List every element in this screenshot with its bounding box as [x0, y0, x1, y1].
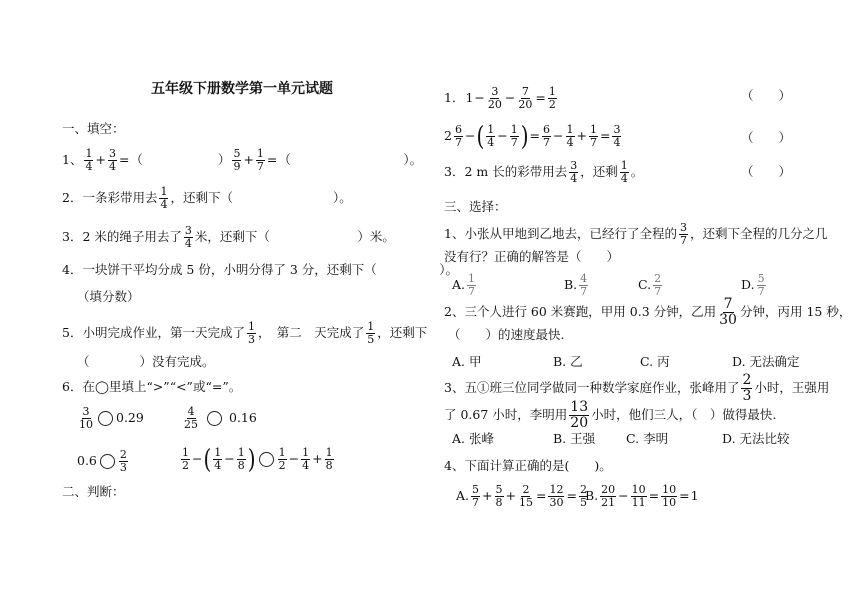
- fraction: $\frac{1}{4}$: [620, 159, 628, 185]
- fraction: $\frac{6}{7}$: [454, 123, 462, 149]
- fraction: $\frac{4}{7}$: [580, 272, 588, 298]
- minus-sign: −: [288, 450, 300, 466]
- minus-sign: −: [504, 89, 516, 105]
- fraction: $\frac{1}{2}$: [548, 85, 556, 111]
- q5-text-end: ，还剩下: [377, 324, 428, 340]
- judge-1-answer[interactable]: （ ）: [741, 88, 792, 103]
- c4-option-b[interactable]: [585, 484, 699, 508]
- fraction: $\frac{1}{3}$: [247, 320, 255, 346]
- c2-option-d[interactable]: D. 无法确定: [732, 354, 800, 369]
- equals-sign: =: [529, 127, 541, 143]
- section-choice: 三、选择：: [444, 199, 507, 214]
- c1-line2: 没有行？正确的解答是（ ）: [444, 249, 620, 264]
- option-label: A.: [456, 487, 470, 503]
- question-3: [62, 225, 395, 249]
- equals-sign: =: [535, 487, 547, 503]
- fraction: $\frac{6}{7}$: [543, 123, 551, 149]
- c3-option-c[interactable]: C. 李明: [626, 431, 669, 446]
- fraction: $\frac{3}{10}$: [79, 405, 93, 431]
- q3-text: 3．2 米的绳子用去了: [62, 228, 182, 244]
- compare-circle[interactable]: [259, 452, 274, 467]
- fraction: $\frac{3}{4}$: [108, 147, 116, 173]
- fraction: $\frac{5}{7}$: [472, 483, 480, 509]
- fraction: $\frac{10}{10}$: [662, 483, 677, 509]
- j1-label: 1．: [444, 89, 465, 105]
- equals-sign: =: [266, 151, 278, 167]
- compare-4: [180, 443, 335, 475]
- c3-text-end: 小时，王强用: [754, 379, 830, 395]
- c3-option-a[interactable]: A. 张峰: [452, 431, 494, 446]
- left-paren: (: [476, 120, 485, 152]
- question-4: 4．一块饼干平均分成 5 份，小明分得了 3 分，还剩下（ ）。: [62, 262, 459, 277]
- fraction: $\frac{1}{8}$: [237, 446, 245, 472]
- compare-circle[interactable]: [100, 454, 115, 469]
- number: 2: [444, 127, 452, 143]
- fraction: $\frac{13}{20}$: [570, 399, 589, 431]
- fraction: $\frac{5}{7}$: [757, 272, 765, 298]
- q3-blank-text: 米，还剩下（ ）米。: [194, 228, 395, 244]
- fraction: $\frac{1}{7}$: [256, 147, 264, 173]
- judge-1: [444, 86, 558, 110]
- fraction: $\frac{2}{3}$: [742, 372, 752, 404]
- fraction: $\frac{2}{5}$: [579, 483, 587, 509]
- number: 1: [690, 487, 699, 503]
- fraction: $\frac{2}{7}$: [654, 272, 662, 298]
- fraction: $\frac{20}{21}$: [601, 483, 616, 509]
- c2-text: 2、三个人进行 60 米赛跑，甲用 0.3 分钟，乙用: [444, 303, 717, 319]
- j3-text-end: 。: [630, 163, 644, 179]
- plus-sign: +: [243, 151, 254, 167]
- fraction: $\frac{3}{20}$: [487, 85, 502, 111]
- c1-option-d[interactable]: [741, 273, 767, 297]
- question-6: 6．在◯里填上“>”“<”或“=”。: [62, 379, 242, 394]
- q5-text-mid: ， 第二 天完成了: [257, 324, 365, 340]
- fraction: $\frac{5}{8}$: [495, 483, 503, 509]
- choice-4: 4、下面计算正确的是( )。: [444, 458, 612, 473]
- q1-label: 1、: [62, 151, 83, 167]
- right-paren: ): [520, 120, 529, 152]
- answer-blank[interactable]: （ ）: [130, 151, 231, 167]
- fraction: $\frac{4}{25}$: [184, 405, 198, 431]
- q5-line2: （ ）没有完成。: [77, 354, 215, 369]
- plus-sign: +: [482, 487, 493, 503]
- c2-text-end: 分钟，丙用 15 秒，: [739, 303, 852, 319]
- minus-sign: −: [474, 89, 485, 105]
- c3-line2-text-end: 小时，他们三人，（ ）做得最快.: [591, 406, 777, 422]
- option-label: B.: [564, 276, 578, 292]
- section-true-false: 二、判断：: [62, 484, 125, 499]
- c3-option-d[interactable]: D. 无法比较: [722, 431, 790, 446]
- compare-3: [77, 449, 129, 473]
- compare-circle[interactable]: [207, 411, 222, 426]
- fraction: $\frac{3}{4}$: [184, 224, 192, 250]
- c3-line2: [444, 400, 776, 430]
- c1-option-b[interactable]: [564, 273, 589, 297]
- j3-text-mid: ，还剩: [580, 163, 618, 179]
- equals-sign: =: [535, 89, 546, 105]
- plus-sign: +: [95, 151, 106, 167]
- fraction: $\frac{1}{4}$: [85, 147, 93, 173]
- fraction: $\frac{1}{4}$: [302, 446, 310, 472]
- right-paren: ): [247, 443, 256, 475]
- minus-sign: −: [224, 450, 235, 466]
- c2-option-b[interactable]: B. 乙: [553, 354, 583, 369]
- fraction: $\frac{1}{7}$: [590, 123, 597, 149]
- c2-option-a[interactable]: A. 甲: [452, 354, 482, 369]
- q5-text: 5．小明完成作业，第一天完成了: [62, 324, 245, 340]
- fraction: $\frac{3}{7}$: [679, 221, 687, 247]
- fraction: $\frac{1}{4}$: [160, 185, 168, 211]
- q4-note: （填分数）: [77, 289, 140, 304]
- compare-2: [182, 406, 257, 430]
- fraction: $\frac{1}{4}$: [214, 446, 222, 472]
- equals-sign: =: [118, 151, 130, 167]
- c1-option-a[interactable]: [452, 273, 477, 297]
- c3-line2-text: 了 0.67 小时，李明用: [444, 406, 568, 422]
- fraction: $\frac{1}{4}$: [487, 123, 495, 149]
- fraction: $\frac{12}{30}$: [549, 483, 564, 509]
- fraction: $\frac{3}{4}$: [613, 123, 621, 149]
- c2-line2: （ ）的速度最快.: [448, 327, 565, 342]
- fraction: $\frac{1}{7}$: [468, 272, 476, 298]
- judge-2-answer[interactable]: （ ）: [741, 130, 792, 145]
- choice-1: [444, 222, 827, 246]
- c4-option-a[interactable]: [456, 484, 589, 508]
- compare-value: 0.6: [77, 452, 97, 468]
- q2-blank-text: ，还剩下（ ）。: [170, 189, 352, 205]
- judge-2: [444, 120, 622, 152]
- c1-option-c[interactable]: [638, 273, 663, 297]
- fraction: $\frac{1}{2}$: [278, 446, 286, 472]
- fraction: $\frac{3}{4}$: [570, 159, 578, 185]
- fraction: $\frac{1}{2}$: [182, 446, 189, 472]
- c3-text: 3、五①班三位同学做同一种数学家庭作业，张峰用了: [444, 379, 740, 395]
- plus-sign: +: [576, 127, 587, 143]
- equals-sign: =: [566, 487, 577, 503]
- minus-sign: −: [497, 127, 508, 143]
- c3-option-b[interactable]: B. 王强: [553, 431, 596, 446]
- choice-2: [444, 297, 851, 327]
- fraction: $\frac{2}{3}$: [119, 448, 127, 474]
- j3-text: 3．2 m 长的彩带用去: [444, 163, 568, 179]
- equals-sign: =: [600, 127, 611, 143]
- c1-text: 1、小张从甲地到乙地去，已经行了全程的: [444, 225, 677, 241]
- answer-blank[interactable]: （ ）。: [278, 151, 423, 167]
- fraction: $\frac{5}{9}$: [233, 147, 241, 173]
- fraction: $\frac{1}{4}$: [566, 123, 574, 149]
- fraction: $\frac{10}{11}$: [631, 483, 646, 509]
- compare-value: 0.16: [229, 409, 257, 425]
- section-fill-in: 一、填空：: [62, 121, 125, 136]
- option-label: D.: [741, 276, 755, 292]
- plus-sign: +: [505, 487, 516, 503]
- fraction: $\frac{1}{8}$: [325, 446, 333, 472]
- minus-sign: −: [192, 450, 203, 466]
- fraction: $\frac{1}{5}$: [367, 320, 375, 346]
- question-2: [62, 186, 352, 210]
- compare-circle[interactable]: [98, 411, 113, 426]
- judge-3-answer[interactable]: （ ）: [741, 164, 792, 179]
- fraction: $\frac{1}{7}$: [510, 123, 518, 149]
- plus-sign: +: [312, 450, 323, 466]
- question-1: [62, 148, 422, 172]
- compare-value: 0.29: [116, 409, 144, 425]
- minus-sign: −: [618, 487, 629, 503]
- compare-1: [77, 406, 144, 430]
- fraction: $\frac{7}{20}$: [518, 85, 533, 111]
- c2-option-c[interactable]: C. 丙: [640, 354, 670, 369]
- q2-text: 2．一条彩带用去: [62, 189, 158, 205]
- equals-sign: =: [648, 487, 660, 503]
- page-title: 五年级下册数学第一单元试题: [151, 81, 333, 97]
- question-5: [62, 321, 427, 345]
- option-label: A.: [452, 276, 466, 292]
- fraction: $\frac{2}{15}$: [518, 483, 533, 509]
- left-paren: (: [203, 443, 212, 475]
- option-label: C.: [638, 276, 652, 292]
- option-label: B.: [585, 487, 599, 503]
- c1-text-end: ，还剩下全程的几分之几: [689, 225, 828, 241]
- number: 1: [465, 89, 474, 105]
- minus-sign: −: [553, 127, 564, 143]
- fraction: $\frac{7}{30}$: [719, 296, 737, 328]
- judge-3: [444, 160, 643, 184]
- choice-3: [444, 373, 829, 403]
- equals-sign: =: [679, 487, 690, 503]
- minus-sign: −: [464, 127, 476, 143]
